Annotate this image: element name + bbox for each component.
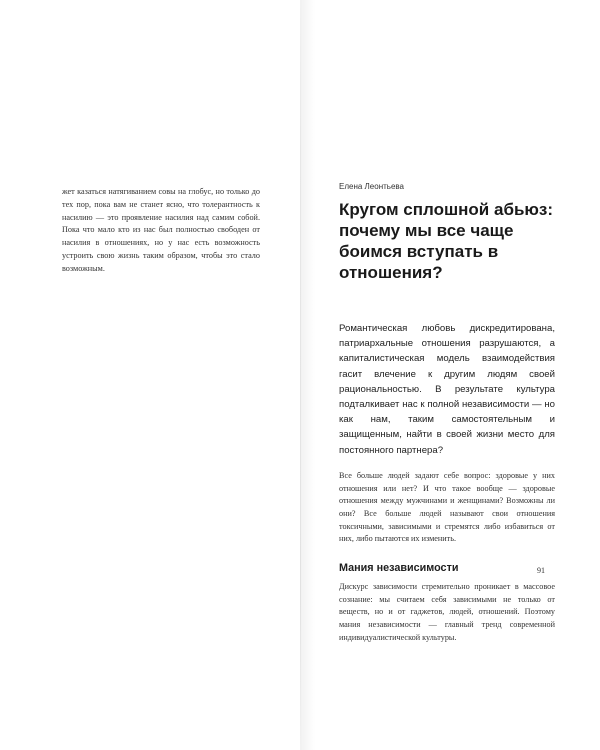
left-page (62, 186, 260, 276)
left-page-paragraph: жет казаться натягиванием совы на глобус, но только до тех пор, пока вам не станет ясно, что толерантность к насилию — это проявление насилия над самим собой. Пока что мало кто из нас был полностью свободен от насилия в отношениях, но у нас есть возможность устроить свою жизнь таким образом, чтобы это стало возможным. (62, 187, 260, 273)
section-heading: Мания независимости (339, 562, 459, 575)
gutter-shadow (301, 0, 315, 750)
article-lead: Романтическая любовь дискредитирована, патриархальные отношения разрушаются, а капиталистическая модель взаимодействия гасит влечение к другим людям своей рациональностью. В результате культура подталкивает нас к полной независимости — но как нам, таким самостоятельным и защищенным, найти в своей жизни место для постоянного партнера? (339, 323, 555, 456)
article-author: Елена Леонтьева (339, 182, 404, 191)
article-paragraph-1: Все больше людей задают себе вопрос: здоровые у них отношения или нет? И что такое вообще — здоровые отношения между мужчинами и женщинами? Возможны ли они? Все больше людей называют свои отношения токсичными, зависимыми и стремятся либо избавиться от них, либо пытаются их изменить. (339, 470, 555, 544)
article-title: Кругом сплошной абьюз: почему мы все чаще боимся вступать в отношения? (339, 200, 554, 282)
article-paragraph-2: Дискурс зависимости стремительно проникает в массовое сознание: мы считаем себя зависимыми не только от веществ, но и от гаджетов, людей, отношений. Поэтому мания независимости — главный тренд современной индивидуалистической культуры. (339, 582, 555, 642)
page-number: 91 (537, 566, 545, 575)
right-page (339, 182, 555, 645)
